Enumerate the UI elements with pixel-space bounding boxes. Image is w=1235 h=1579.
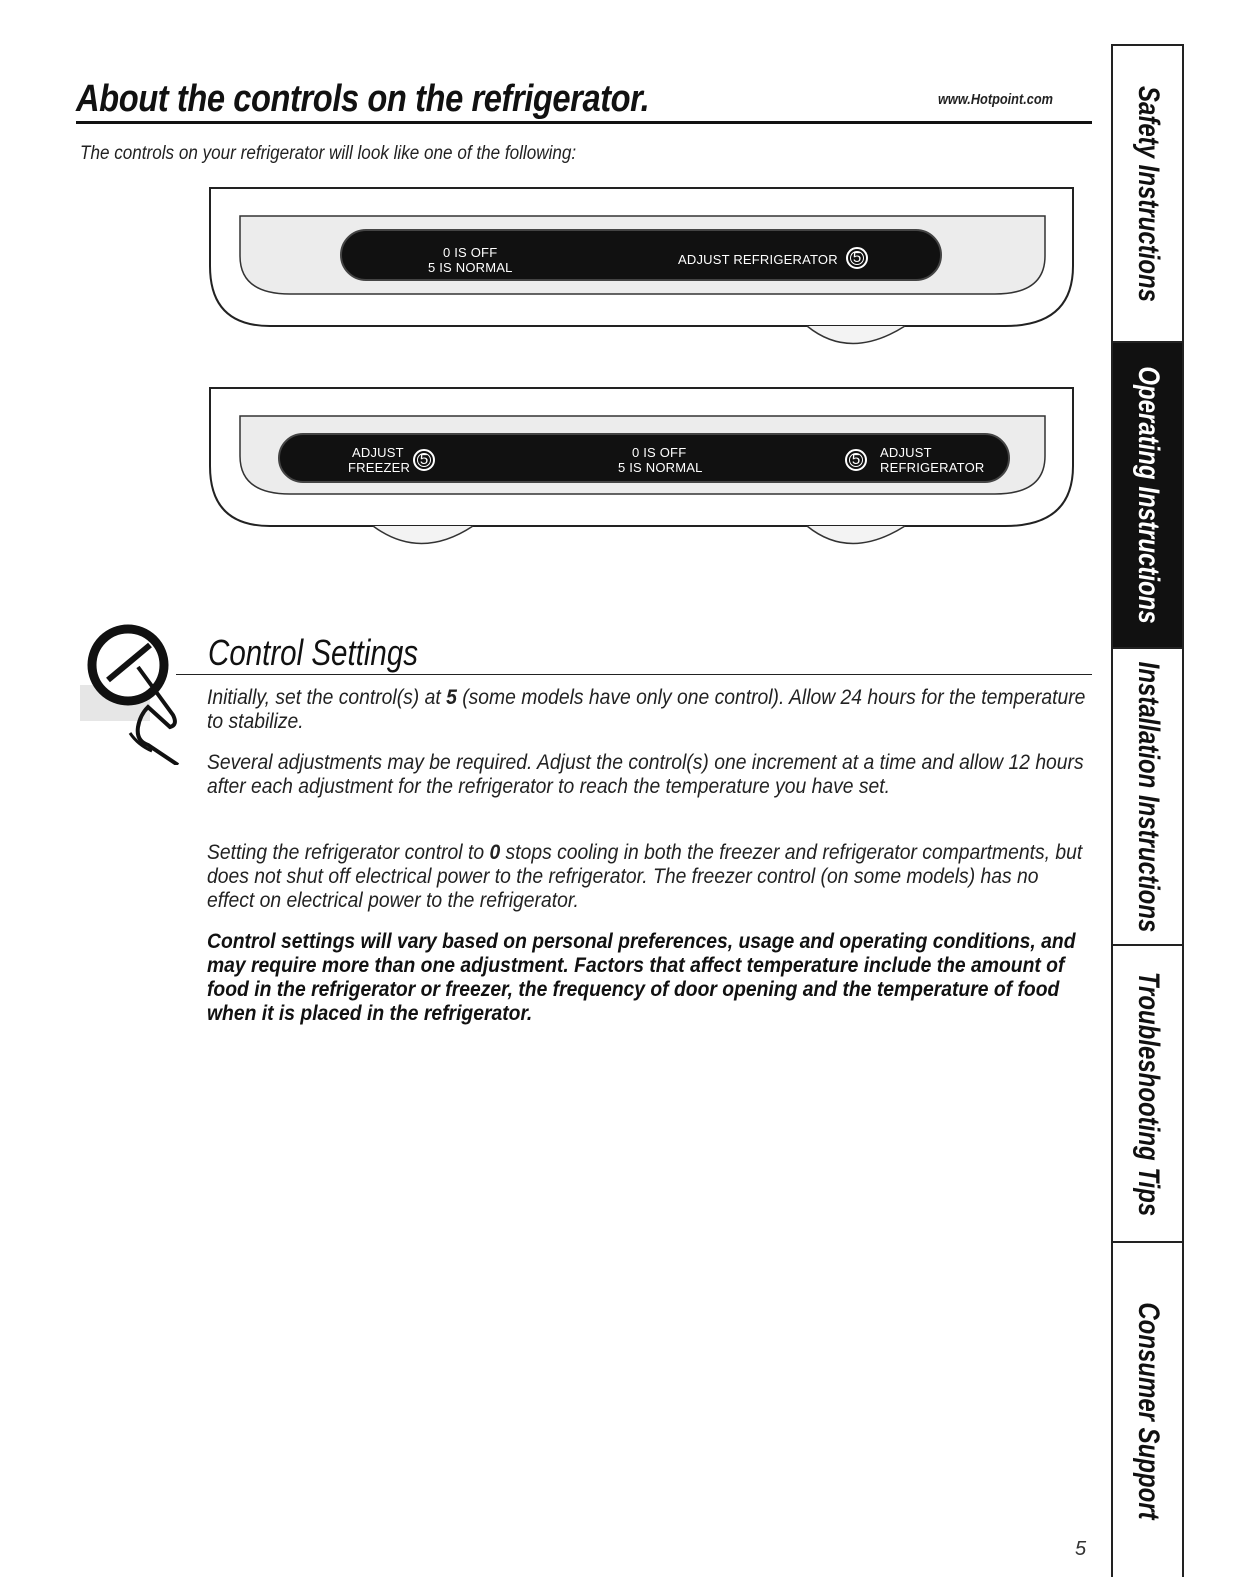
fridge-adjust-text: ADJUST [880, 445, 932, 460]
adjust-refrigerator-label: ADJUST REFRIGERATOR [678, 252, 838, 267]
tab-label: Installation Instructions [1131, 661, 1165, 932]
normal-text-dual: 5 IS NORMAL [618, 460, 703, 475]
settings-paragraph-2: Several adjustments may be required. Adjust the control(s) one increment at a time and allow 12 hours after each adjustment for the refrigerator to reach the temperature you have set. [207, 751, 1084, 798]
section-sidebar [1111, 44, 1184, 1577]
tab-consumer-support[interactable] [1113, 1243, 1182, 1579]
fridge-dial-number: 5 [845, 449, 867, 471]
tab-label: Safety Instructions [1131, 85, 1165, 302]
tab-label: Operating Instructions [1131, 366, 1165, 624]
dual-control-panel-illustration [195, 386, 1075, 576]
tab-installation-instructions[interactable] [1113, 649, 1182, 946]
tab-safety-instructions[interactable] [1113, 46, 1182, 343]
single-control-panel-illustration [195, 186, 1075, 376]
intro-text: The controls on your refrigerator will look like one of the following: [80, 143, 577, 164]
settings-paragraph-1: Initially, set the control(s) at 5 (some models have only one control). Allow 24 hours for the temperature to stabilize. [207, 686, 1086, 733]
tab-troubleshooting-tips[interactable] [1113, 946, 1182, 1243]
settings-paragraph-4: Control settings will vary based on personal preferences, usage and operating conditions, and may require more than one adjustment. Factors that affect temperature include the amount of food in the refrigerator or freezer, the frequency of door opening and the temperature of food when it is placed in the refrigerator. [207, 930, 1076, 1025]
tab-label: Consumer Support [1131, 1302, 1165, 1520]
fridge-label: REFRIGERATOR [880, 460, 985, 475]
normal-text: 5 IS NORMAL [428, 260, 513, 275]
page-number: 5 [1075, 1538, 1087, 1560]
off-text-dual: 0 IS OFF [632, 445, 687, 460]
header-rule [76, 121, 1092, 124]
page-title: About the controls on the refrigerator. [76, 78, 650, 120]
settings-paragraph-3: Setting the refrigerator control to 0 stops cooling in both the freezer and refrigerator compartments, but does not shut off electrical power to the refrigerator. The freezer control (on some models) has no effect on electrical power to the refrigerator. [207, 841, 1083, 912]
hand-dial-icon [78, 615, 193, 765]
tab-operating-instructions[interactable] [1113, 343, 1182, 649]
freezer-label: FREEZER [348, 460, 411, 475]
freezer-dial-number: 5 [413, 449, 435, 471]
refrigerator-dial-number: 5 [846, 247, 868, 269]
settings-rule [176, 674, 1092, 675]
control-settings-heading: Control Settings [208, 632, 419, 673]
website-link[interactable]: www.Hotpoint.com [938, 91, 1053, 108]
freezer-adjust-text: ADJUST [352, 445, 404, 460]
tab-label: Troubleshooting Tips [1131, 971, 1165, 1216]
off-text: 0 IS OFF [443, 245, 498, 260]
